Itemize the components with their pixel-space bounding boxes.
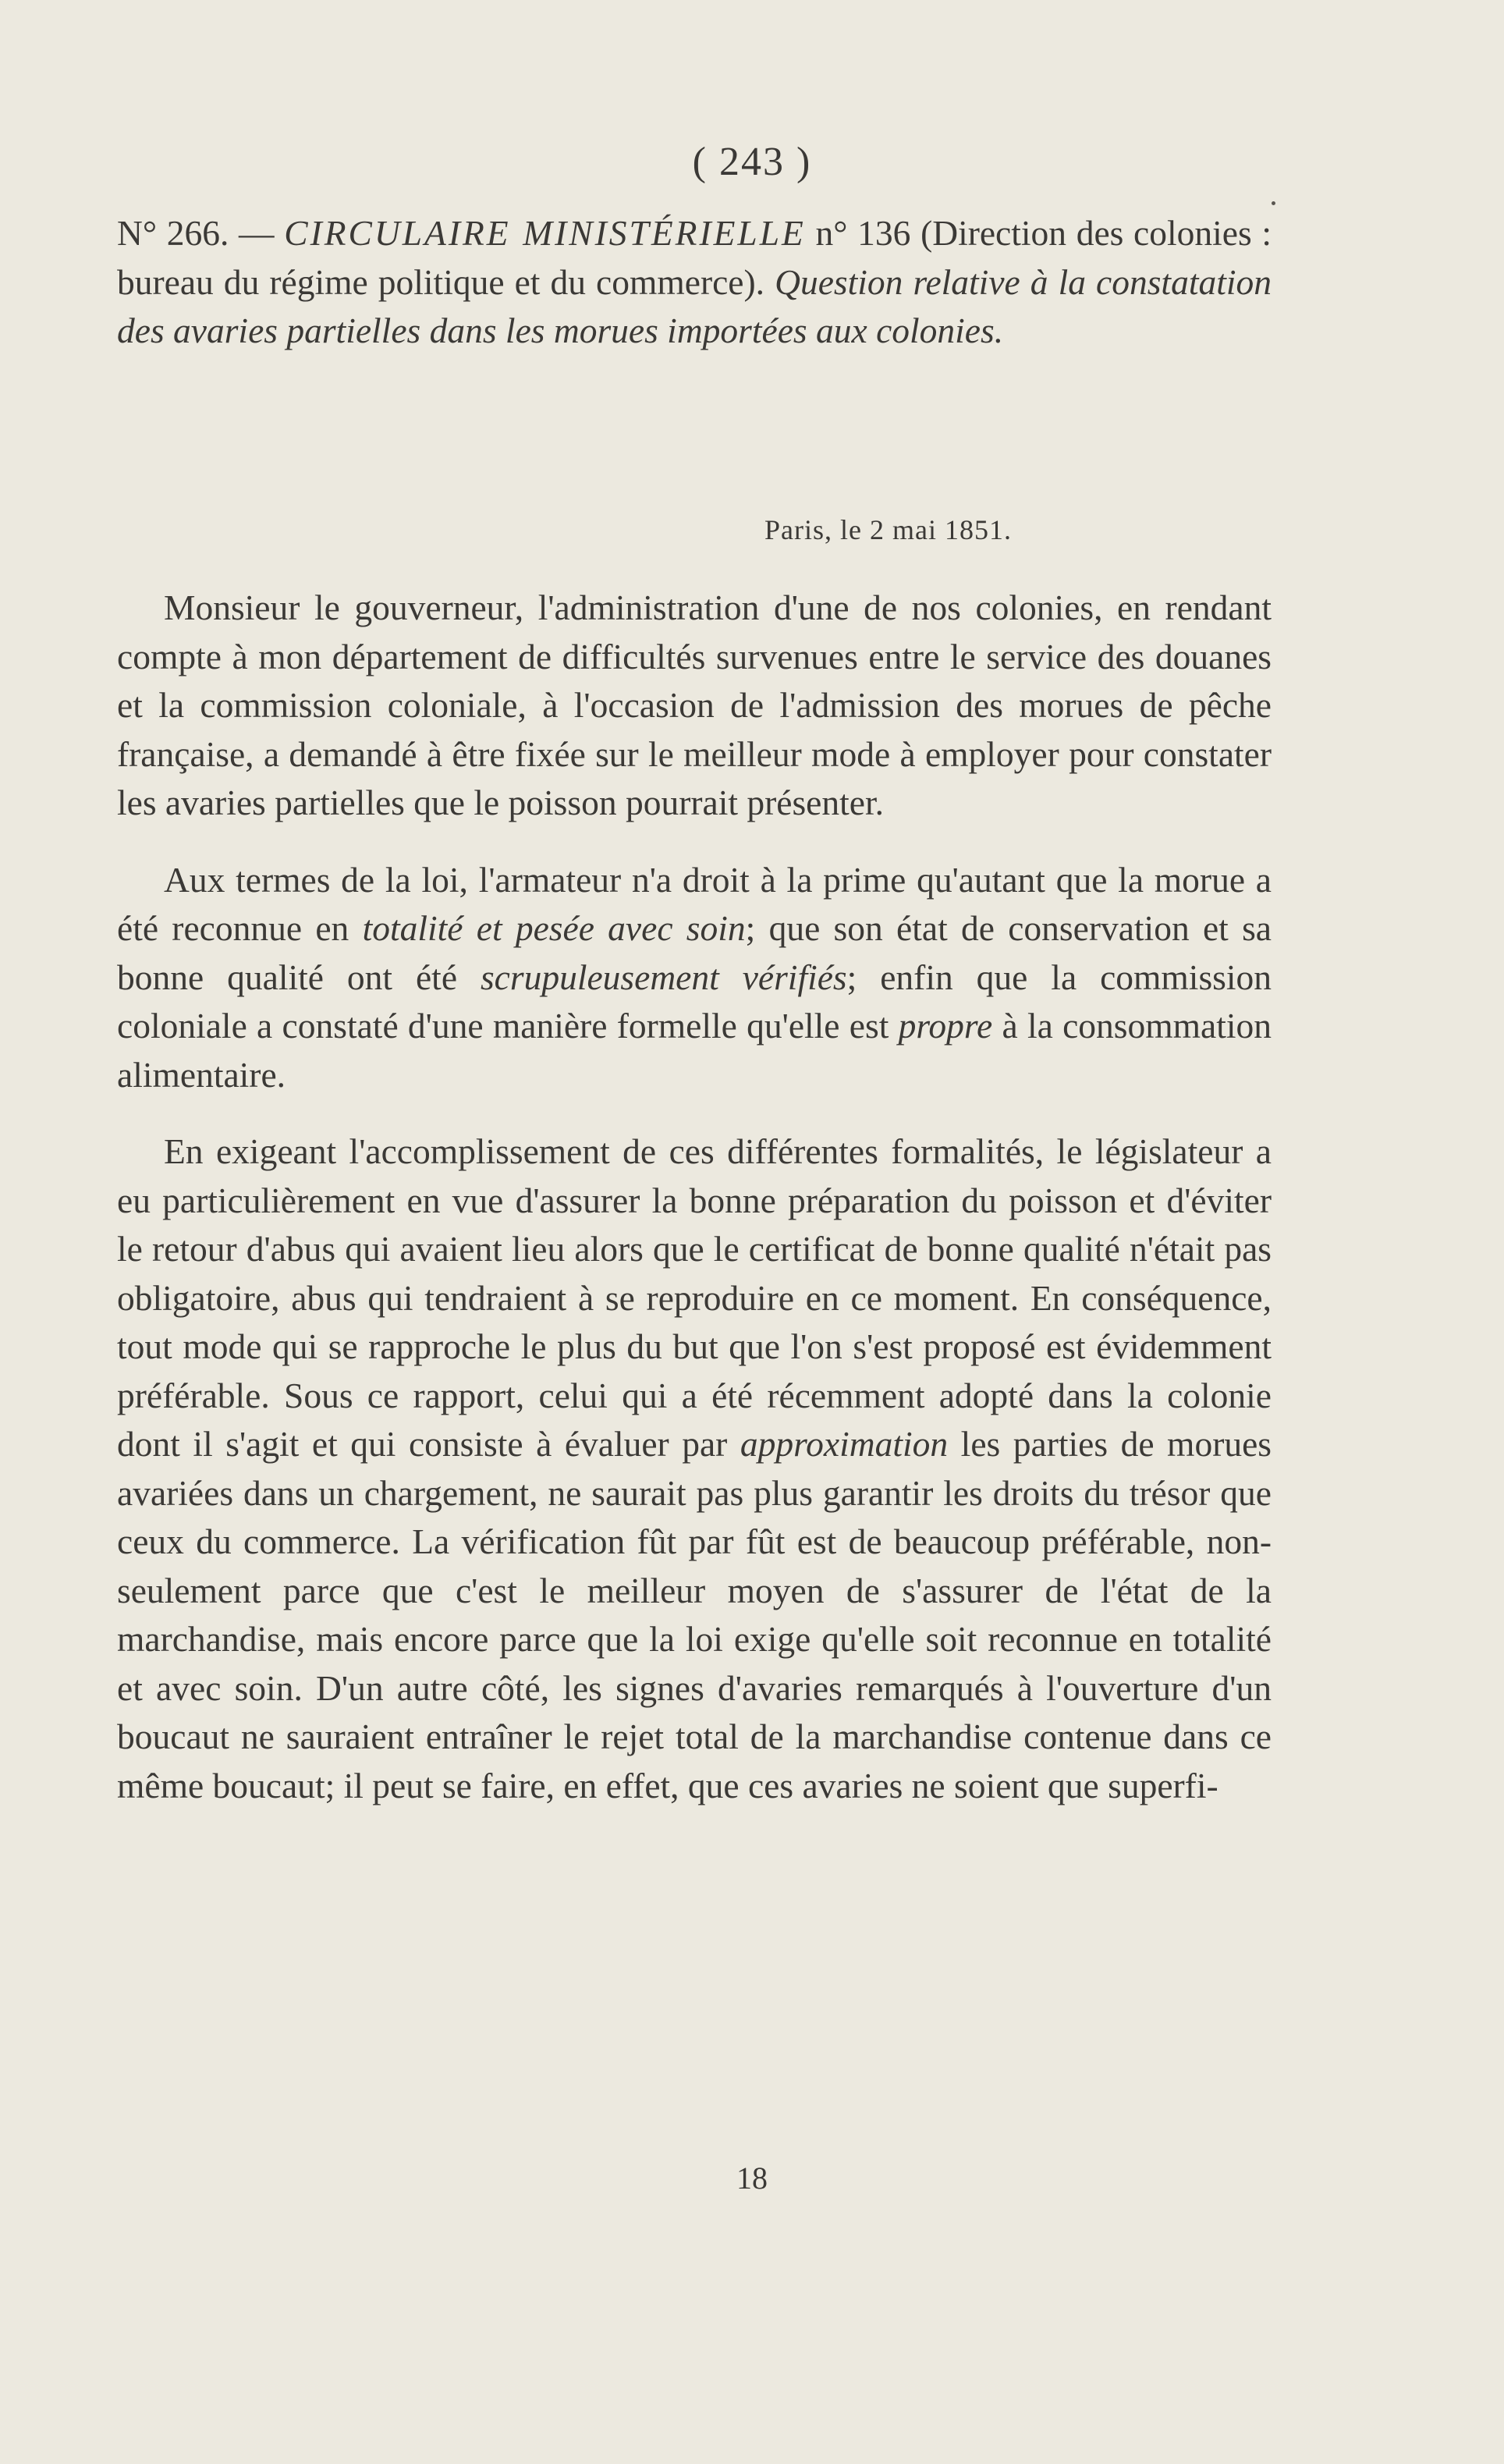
signature-mark: 18 xyxy=(736,2160,768,2196)
heading-number: N° 266. — xyxy=(117,213,275,253)
paragraph-text: ; enfin que la commission coloniale a constaté d'une manière formelle qu'elle est xyxy=(117,957,1272,1046)
ink-speck xyxy=(1272,201,1275,205)
dateline: Paris, le 2 mai 1851. xyxy=(764,514,1012,545)
heading-direction: (Direction des colonies : bureau du régime politique et du commerce). xyxy=(117,213,1272,302)
page-number: ( 243 ) xyxy=(692,140,812,184)
paragraph-text: Monsieur le gouverneur, l'administration d'une de nos colonies, en rendant compte à mon département de difficultés survenues entre le service des douanes et la commission coloniale, à l'occasion de l'admission des morues de pêche française, a demandé à être fixée sur le meilleur mode à employer pour constater les avaries partielles que le poisson pourrait présenter. xyxy=(117,588,1272,822)
italic-phrase: totalité et pesée avec soin xyxy=(362,908,746,948)
heading-kind: CIRCULAIRE MINISTÉRIELLE xyxy=(284,213,806,253)
paragraph-text: à la consommation alimentaire. xyxy=(117,1006,1272,1095)
italic-phrase: approximation xyxy=(740,1424,949,1464)
heading-subject: Question relative à la constatation des avaries partielles dans les morues importées aux colonies. xyxy=(117,261,1272,350)
heading-circular-no: n° 136 xyxy=(815,213,911,253)
body-paragraph xyxy=(117,1127,1272,1810)
body-paragraph xyxy=(117,856,1272,1100)
paragraph-text: En exigeant l'accomplissement de ces différentes formalités, le législateur a eu particulièrement en vue d'assurer la bonne préparation du poisson et d'éviter le retour d'abus qui avaient lieu alors que le certificat de bonne qualité n'était pas obligatoire, abus qui tendraient à se reproduire en ce moment. En conséquence, tout mode qui se rapproche le plus du but que l'on s'est proposé est évidemment préférable. Sous ce rapport, celui qui a été récemment adopté dans la colonie dont il s'agit et qui consiste à évaluer par xyxy=(117,1131,1272,1464)
body-paragraph xyxy=(117,584,1272,828)
paragraph-text: Aux termes de la loi, l'armateur n'a droit à la prime qu'autant que la morue a été reconnue en xyxy=(117,859,1272,948)
italic-phrase: scrupuleusement vérifiés xyxy=(480,957,847,997)
italic-phrase: propre xyxy=(898,1006,993,1046)
document-heading xyxy=(117,209,1272,356)
paragraph-text: ; que son état de conservation et sa bonne qualité ont été xyxy=(117,908,1272,997)
letter-body xyxy=(117,584,1272,1838)
paragraph-text: les parties de morues avariées dans un chargement, ne saurait pas plus garantir les droits du trésor que ceux du commerce. La vérification fût par fût est de beaucoup préférable, non-seulement parce que c'est le meilleur moyen de s'assurer de l'état de la marchandise, mais encore parce que la loi exige qu'elle soit reconnue en totalité et avec soin. D'un autre côté, les signes d'avaries remarqués à l'ouverture d'un boucaut ne sauraient entraîner le rejet total de la marchandise contenue dans ce même boucaut; il peut se faire, en effet, que ces avaries ne soient que superfi- xyxy=(117,1424,1272,1805)
